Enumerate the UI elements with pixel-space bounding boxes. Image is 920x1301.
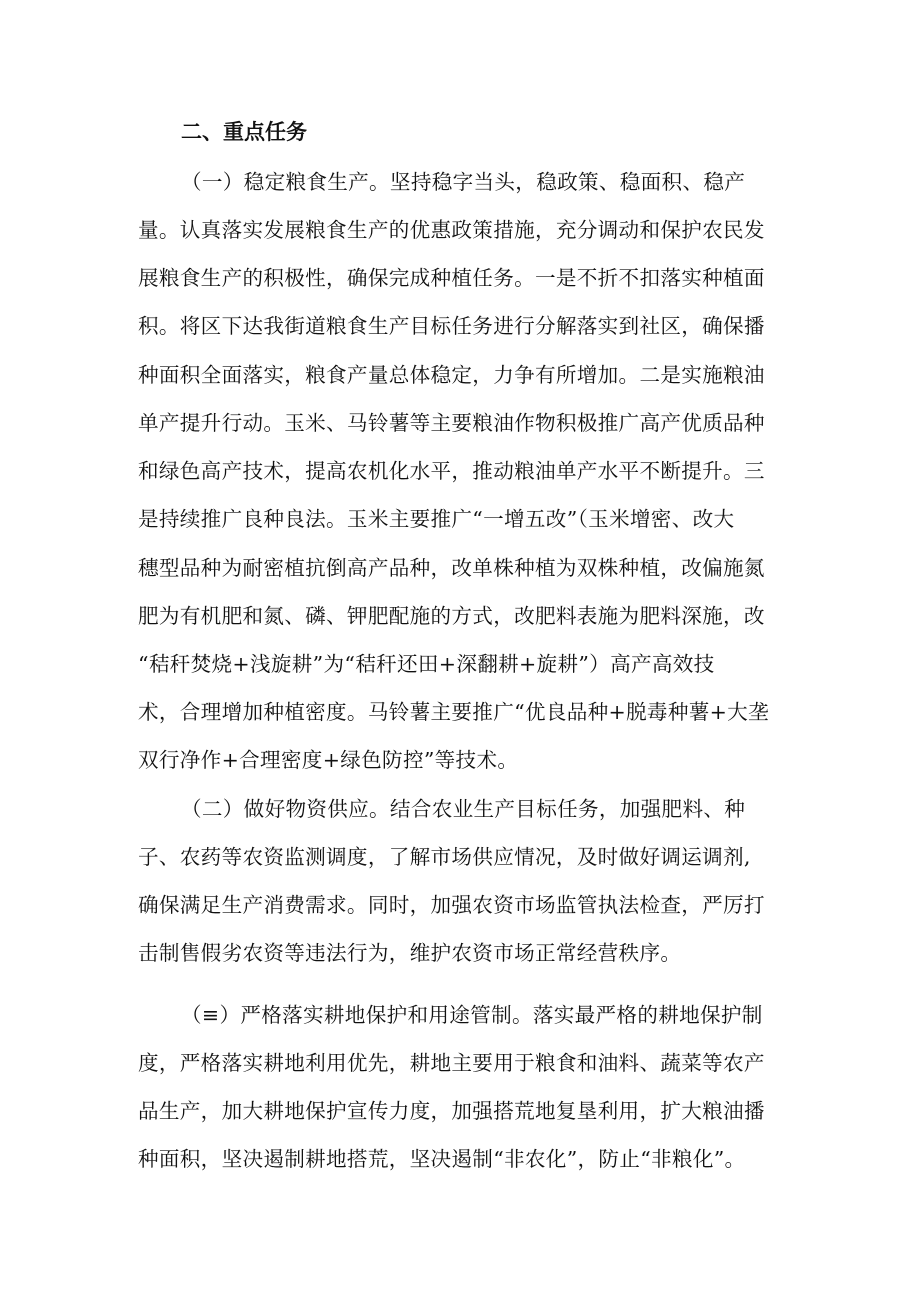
paragraph-1-line-9: 穗型品种为耐密植抗倒高产品种，改单株种植为双株种植，改偏施氮 [138, 556, 765, 580]
paragraph-1-line-3: 展粮食生产的积极性，确保完成种植任务。一是不折不扣落实种植面 [138, 266, 765, 290]
paragraph-2-line-4: 击制售假劣农资等违法行为，维护农资市场正常经营秩序。 [138, 941, 682, 965]
paragraph-3-line-1: （≡）严格落实耕地保护和用途管制。落实最严格的耕地保护制 [181, 1003, 763, 1027]
paragraph-2-line-1: （二）做好物资供应。结合农业生产目标任务，加强肥料、种 [181, 797, 746, 821]
paragraph-1-line-13: 双行净作+合理密度+绿色防控”等技术。 [138, 748, 519, 772]
paragraph-1-line-1: （一）稳定粮食生产。坚持稳字当头，稳政策、稳面积、稳产 [181, 170, 746, 194]
paragraph-1-line-7: 和绿色高产技术，提高农机化水平，推动粮油单产水平不断提升。三 [138, 459, 765, 483]
paragraph-1-line-4: 积。将区下达我街道粮食生产目标任务进行分解落实到社区，确保播 [138, 314, 765, 338]
paragraph-1-line-12: 术，合理增加种植密度。马铃薯主要推广“优良品种+脱毒种薯+大垄 [138, 700, 769, 724]
paragraph-3-line-3: 品生产，加大耕地保护宣传力度，加强搭荒地复垦利用，扩大粮油播 [138, 1099, 765, 1123]
paragraph-1-line-11: “秸秆焚烧+浅旋耕”为“秸秆还田+深翻耕+旋耕”）高产高效技 [138, 652, 715, 676]
paragraph-1-line-5: 种面积全面落实，粮食产量总体稳定，力争有所增加。二是实施粮油 [138, 363, 765, 387]
paragraph-1-line-2: 量。认真落实发展粮食生产的优惠政策措施，充分调动和保护农民发 [138, 218, 765, 242]
section-heading: 二、重点任务 [181, 120, 307, 144]
paragraph-1-line-10: 肥为有机肥和氮、磷、钾肥配施的方式，改肥料表施为肥料深施，改 [138, 604, 765, 628]
paragraph-3-line-4: 种面积，坚决遏制耕地搭荒，坚决遏制“非农化”，防止“非粮化”。 [138, 1147, 746, 1171]
paragraph-1-line-6: 单产提升行动。玉米、马铃薯等主要粮油作物积极推广高产优质品种 [138, 411, 765, 435]
paragraph-1-line-8: 是持续推广良种良法。玉米主要推广“一增五改”（玉米增密、改大 [138, 507, 735, 531]
paragraph-2-line-3: 确保满足生产消费需求。同时，加强农资市场监管执法检查，严厉打 [138, 893, 765, 917]
paragraph-2-line-2: 子、农药等农资监测调度，了解市场供应情况，及时做好调运调剂, [138, 845, 751, 869]
paragraph-3-line-2: 度，严格落实耕地利用优先，耕地主要用于粮食和油料、蔬菜等农产 [138, 1051, 765, 1075]
